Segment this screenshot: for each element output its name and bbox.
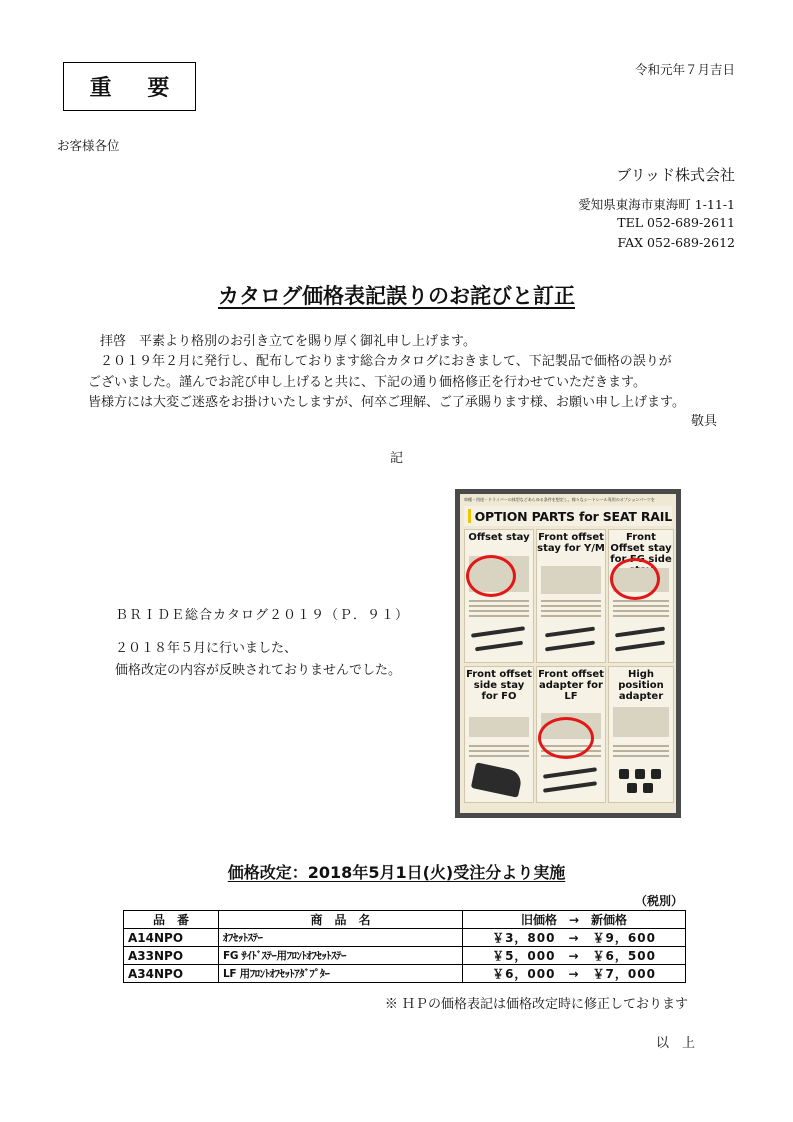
product-code: A33NPO — [124, 947, 219, 965]
product-name: FG ｻｲﾄﾞｽﾃｰ用ﾌﾛﾝﾄｵﾌｾｯﾄｽﾃｰ — [219, 947, 463, 965]
body-line-4: 皆様方には大変ご迷惑をお掛けいたしますが、何卒ご理解、ご了承賜ります様、お願い申し上げます。 — [88, 395, 685, 410]
end-marker: 以 上 — [655, 1036, 695, 1051]
catalog-headline: OPTION PARTS for SEAT RAIL — [474, 508, 672, 524]
catalog-panel-title: High position adapter — [618, 669, 664, 702]
catalog-panel-photo — [469, 717, 529, 737]
table-row — [124, 965, 686, 983]
body-line-1: 拝啓 平素より格別のお引き立てを賜り厚く御礼申し上げます。 — [100, 334, 476, 349]
catalog-reference: ＢＲＩＤＥ総合カタログ２０１９（Ｐ．９１） — [115, 608, 410, 623]
price-revision-title: 価格改定：2018年5月1日(火)受注分より実施 — [227, 863, 566, 882]
addressee: お客様各位 — [57, 138, 120, 153]
price-change: ￥6，000 → ￥7，000 — [463, 965, 686, 983]
catalog-highlight-circle — [538, 717, 594, 759]
tax-note: （税別） — [634, 894, 683, 908]
catalog-part-bar — [545, 641, 595, 652]
issue-date: 令和元年７月吉日 — [634, 62, 735, 77]
ki-marker: 記 — [390, 451, 404, 466]
catalog-panel-photo — [541, 566, 601, 594]
catalog-note-line-1: ２０１８年５月に行いました、 — [115, 641, 298, 656]
catalog-panel-high-position — [608, 666, 674, 803]
page-title: カタログ価格表記誤りのお詫びと訂正 — [218, 284, 575, 308]
closing-keigu: 敬具 — [690, 414, 717, 429]
body-line-3: ございました。謹んでお詫び申し上げると共に、下記の通り価格修正を行わせていただきます。 — [88, 375, 646, 390]
table-row — [124, 929, 686, 947]
catalog-accent-mark — [468, 509, 471, 523]
company-address: 愛知県東海市東海町 1-11-1 — [578, 197, 735, 212]
header-price: 旧価格 → 新価格 — [463, 911, 686, 929]
catalog-panel-title: Offset stay — [468, 532, 530, 543]
catalog-part-bar — [545, 627, 595, 638]
catalog-part-bar — [543, 767, 597, 778]
price-change: ￥3，800 → ￥9，600 — [463, 929, 686, 947]
catalog-part-bar — [543, 781, 597, 792]
catalog-highlight-circle — [610, 558, 660, 600]
catalog-panel-front-offset-fo — [464, 666, 534, 803]
price-table-header — [124, 911, 686, 929]
catalog-part-bar — [615, 627, 665, 638]
catalog-highlight-circle — [466, 555, 516, 597]
company-tel: TEL 052-689-2611 — [617, 215, 735, 230]
catalog-part-bracket — [471, 762, 523, 797]
product-name: ｵﾌｾｯﾄｽﾃｰ — [219, 929, 463, 947]
header-name: 商 品 名 — [219, 911, 463, 929]
table-row — [124, 947, 686, 965]
website-footnote: ※ ＨＰの価格表記は価格改定時に修正しております — [384, 997, 688, 1012]
catalog-part-bar — [475, 641, 523, 652]
catalog-panel-front-offset-ym — [536, 529, 606, 663]
catalog-note-line-2: 価格改定の内容が反映されておりませんでした。 — [115, 663, 402, 678]
catalog-panel-title: Front Offset stay for FG side — [610, 532, 672, 565]
catalog-panel-title: Front offset adapter for LF — [538, 669, 604, 702]
catalog-part-bar — [615, 641, 665, 652]
body-line-2: ２０１９年２月に発行し、配布しております総合カタログにおきまして、下記製品で価格の誤りが — [100, 354, 672, 369]
catalog-panel-photo — [613, 707, 669, 737]
company-name: ブリッド株式会社 — [616, 166, 735, 184]
company-fax: FAX 052-689-2612 — [617, 235, 735, 250]
catalog-header — [464, 506, 672, 526]
product-code: A34NPO — [124, 965, 219, 983]
catalog-panel-title: Front offset side stay for FO — [466, 669, 532, 702]
product-name: LF 用ﾌﾛﾝﾄｵﾌｾｯﾄｱﾀﾞﾌﾟﾀｰ — [219, 965, 463, 983]
catalog-topline: 車種・用途・ドライバーの体型などあらゆる条件を想定し、様々なシートレール専用のオプションパーツを — [464, 497, 655, 502]
header-code: 品 番 — [124, 911, 219, 929]
product-code: A14NPO — [124, 929, 219, 947]
price-table — [123, 910, 686, 983]
price-change: ￥5，000 → ￥6，500 — [463, 947, 686, 965]
catalog-page-image — [455, 489, 681, 818]
important-label: 重 要 — [63, 62, 196, 111]
catalog-part-bar — [471, 626, 525, 637]
catalog-panel-offset-stay — [464, 529, 534, 663]
catalog-panel-title: Front offset stay for Y/M — [537, 532, 605, 554]
